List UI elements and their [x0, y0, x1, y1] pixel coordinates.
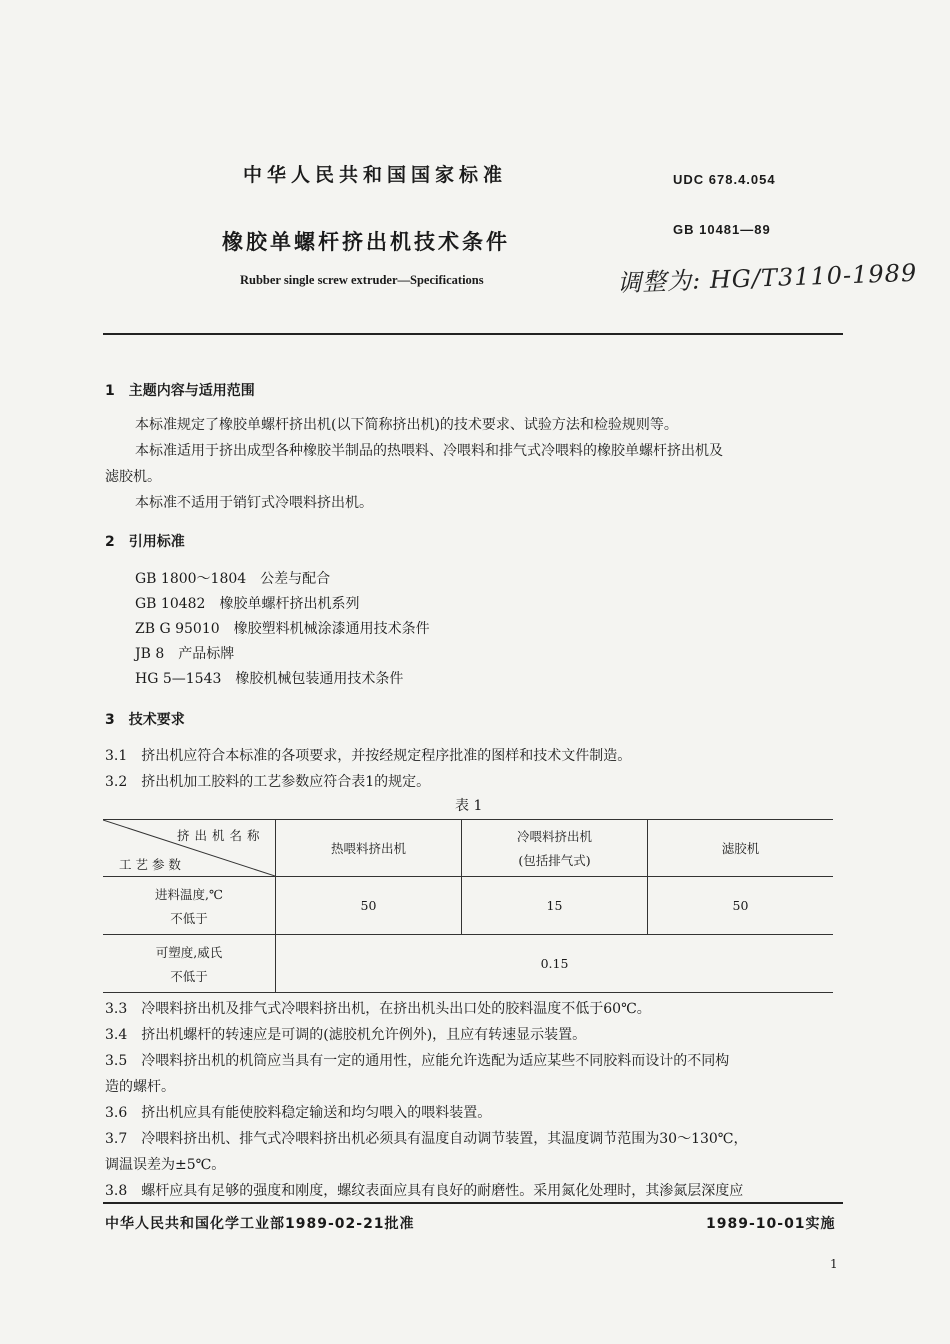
column-header: 冷喂料挤出机 (包括排气式) [462, 820, 648, 877]
table-cell: 15 [462, 877, 648, 935]
section-1-heading: 1 主题内容与适用范围 [105, 383, 255, 399]
approval-line: 中华人民共和国化学工业部1989-02-21批准 [105, 1216, 415, 1232]
clause-3-7a: 3.7 冷喂料挤出机、排气式冷喂料挤出机必须具有温度自动调节装置，其温度调节范围为30～130℃， [105, 1131, 748, 1147]
page-number: 1 [830, 1257, 838, 1271]
reference-item: ZB G 95010 橡胶塑料机械涂漆通用技术条件 [135, 621, 430, 637]
reference-item: GB 10482 橡胶单螺杆挤出机系列 [135, 596, 360, 612]
clause-3-5a: 3.5 冷喂料挤出机的机筒应当具有一定的通用性，应能允许选配为适应某些不同胶料而设计的不同构 [105, 1053, 730, 1069]
clause-3-2: 3.2 挤出机加工胶料的工艺参数应符合表1的规定。 [105, 774, 431, 790]
section-3-heading: 3 技术要求 [105, 712, 185, 728]
effective-date: 1989-10-01实施 [706, 1216, 836, 1232]
row-label: 进料温度,℃ 不低于 [103, 877, 276, 935]
table-cell: 50 [276, 877, 462, 935]
row-label: 可塑度,威氏 不低于 [103, 935, 276, 993]
table-caption: 表 1 [455, 798, 483, 814]
reference-item: HG 5—1543 橡胶机械包装通用技术条件 [135, 671, 404, 687]
clause-3-1: 3.1 挤出机应符合本标准的各项要求，并按经规定程序批准的图样和技术文件制造。 [105, 748, 632, 764]
clause-3-6: 3.6 挤出机应具有能使胶料稳定输送和均匀喂入的喂料装置。 [105, 1105, 492, 1121]
udc-code: UDC 678.4.054 [673, 172, 776, 187]
clause-3-7b: 调温误差为±5℃。 [105, 1157, 226, 1173]
gb-number: GB 10481—89 [673, 222, 771, 237]
table-1 [103, 819, 833, 993]
clause-3-3: 3.3 冷喂料挤出机及排气式冷喂料挤出机，在挤出机头出口处的胶料温度不低于60℃。 [105, 1001, 651, 1017]
reference-item: JB 8 产品标牌 [135, 646, 235, 662]
footer-rule [103, 1202, 843, 1204]
section-1-para-2a: 本标准适用于挤出成型各种橡胶半制品的热喂料、冷喂料和排气式冷喂料的橡胶单螺杆挤出机及 [135, 443, 723, 459]
clause-3-5b: 造的螺杆。 [105, 1079, 175, 1095]
section-1-para-3: 本标准不适用于销钉式冷喂料挤出机。 [135, 495, 373, 511]
section-1-para-1: 本标准规定了橡胶单螺杆挤出机(以下简称挤出机)的技术要求、试验方法和检验规则等。 [135, 417, 678, 433]
document-title: 橡胶单螺杆挤出机技术条件 [222, 230, 510, 254]
table-corner-cell [103, 820, 276, 877]
corner-top-label: 挤出机名称 [177, 828, 265, 843]
handwritten-note: 调整为: HG/T3110-1989 [616, 258, 918, 298]
clause-3-4: 3.4 挤出机螺杆的转速应是可调的(滤胶机允许例外)，且应有转速显示装置。 [105, 1027, 587, 1043]
table-cell: 50 [648, 877, 834, 935]
clause-3-8: 3.8 螺杆应具有足够的强度和刚度，螺纹表面应具有良好的耐磨性。采用氮化处理时，其渗氮层深度应 [105, 1183, 744, 1199]
table-cell-merged: 0.15 [276, 935, 834, 993]
section-2-heading: 2 引用标准 [105, 534, 185, 550]
header-rule [103, 333, 843, 335]
national-standard-title: 中华人民共和国国家标准 [243, 164, 508, 186]
column-header: 滤胶机 [648, 820, 834, 877]
column-header: 热喂料挤出机 [276, 820, 462, 877]
english-title: Rubber single screw extruder—Specifications [240, 273, 484, 287]
section-1-para-2b: 滤胶机。 [105, 469, 161, 485]
corner-bottom-label: 工 艺 参 数 [119, 857, 181, 872]
reference-item: GB 1800～1804 公差与配合 [135, 571, 331, 587]
